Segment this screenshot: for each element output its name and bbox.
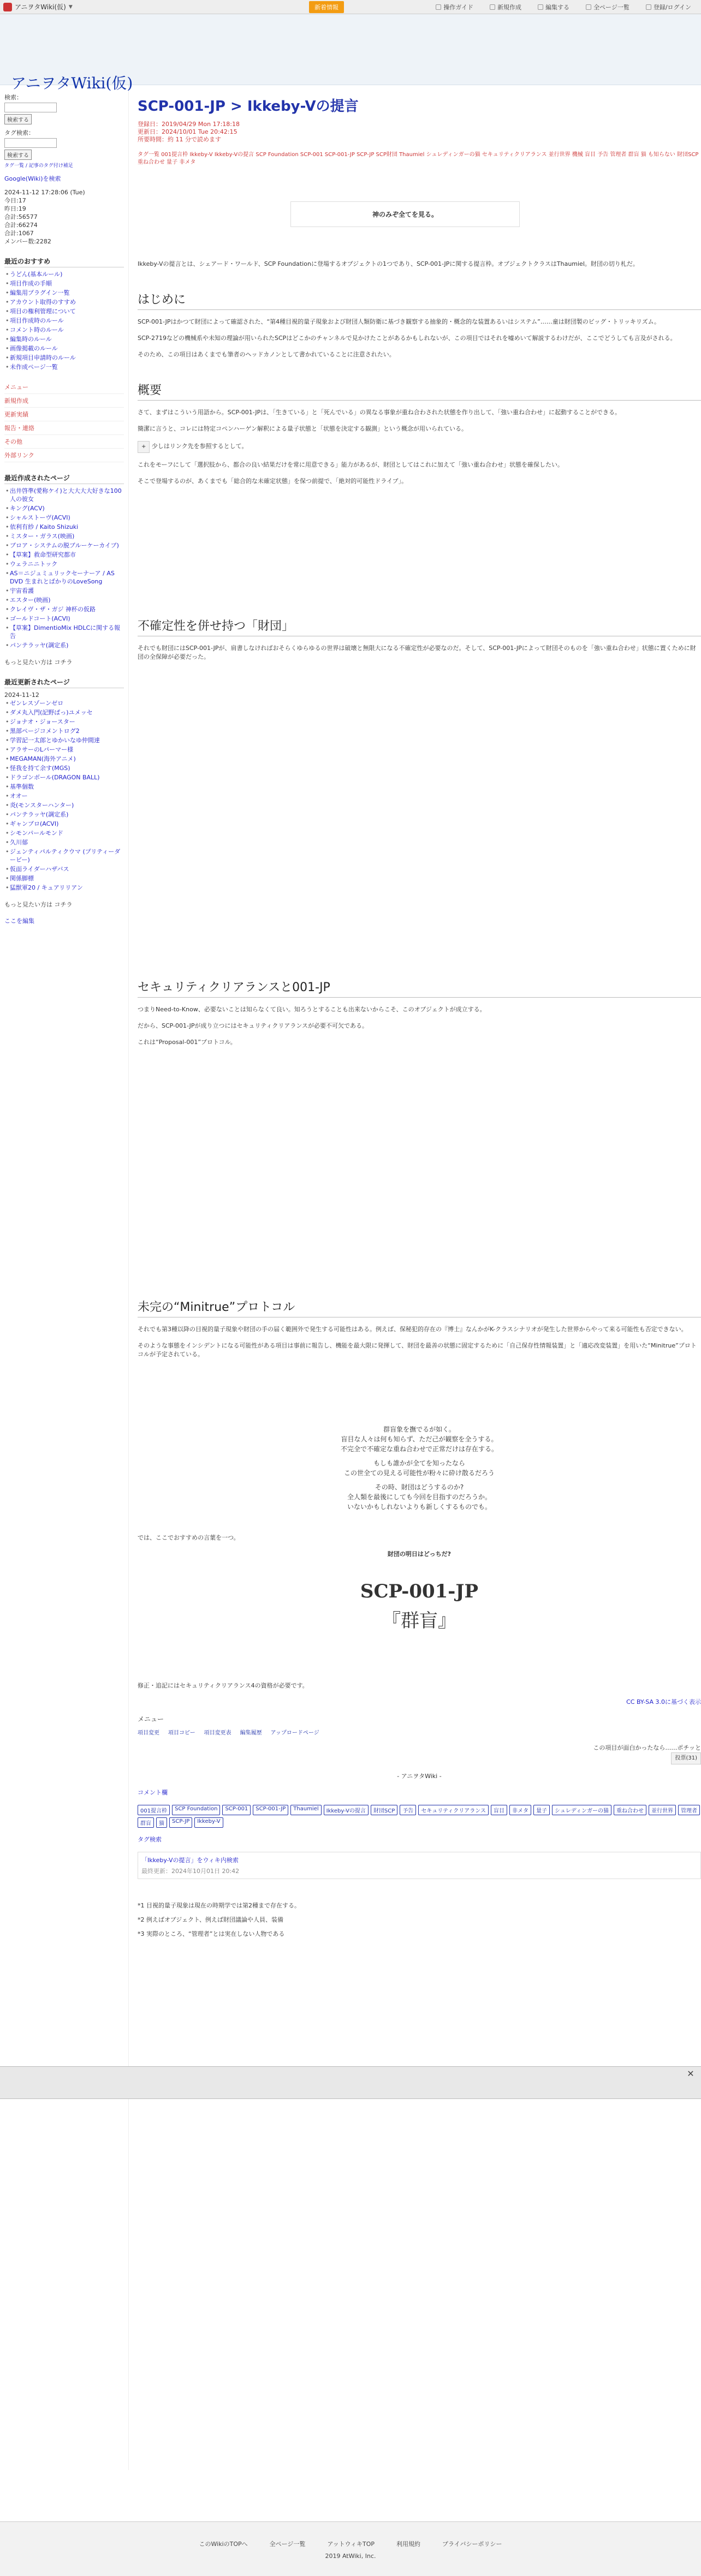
footnote: *2 例えばオブジェクト、例えば財団議論や人員、装備 [138, 1916, 284, 1923]
login-link[interactable]: 登録/ログイン [646, 3, 691, 11]
sidebar-link[interactable]: • 炎(モンスターハンター) [4, 801, 124, 810]
tag-search-input[interactable] [4, 138, 57, 148]
plus-icon [490, 4, 495, 10]
quote-block [138, 1424, 701, 1512]
sidebar-link[interactable]: • ウェラニニトック [4, 559, 124, 569]
sidebar-link[interactable]: • クレイヴ・ザ・ガジ 神杯の仮路 [4, 605, 124, 614]
tag-chip[interactable]: 重ね合わせ [614, 1805, 646, 1815]
updated-date: 更新日：2024/10/01 Tue 20:42:15 [138, 128, 237, 135]
sidebar-link[interactable]: • ジェンティパルティクウマ (プリティーダービー) [4, 847, 124, 864]
footer-link[interactable]: プライバシーポリシー [442, 2541, 502, 2548]
footer-link[interactable]: アットウィキTOP [327, 2541, 375, 2548]
tag-list [138, 1805, 701, 1828]
rating-box: 神のみぞ全てを見る。 [290, 201, 520, 227]
paragraph: それでも第3種以降の目視的量子現象や財団の手の届く範囲外で発生する可能性はある。例えば、保秘犯的存在の『博士』なんかがK-クラスシナリオが発生した世界からやって来る可能性も否定できない。 [138, 1326, 687, 1333]
paragraph: これをモーフにして「選択肢から、都合の良い結果だけを常に用意できる」能力があるが、財団としてはこれに加えて「強い重ね合わせ」状態を確保したい。 [138, 461, 564, 468]
sidebar-link[interactable]: • ゼンレスゾーンゼロ [4, 699, 124, 708]
tag-chip[interactable]: Ikkeby-V [194, 1817, 223, 1828]
sidebar-link[interactable]: • キング(ACV) [4, 504, 124, 513]
tag-chip[interactable]: 予告 [400, 1805, 416, 1815]
sidebar-link[interactable]: • コメント時のルール [4, 325, 124, 335]
sidebar-link[interactable]: • ダメ丸入門(記野ぱっ)ユメッセ [4, 708, 124, 717]
page-option[interactable]: 項目コピー [168, 1730, 195, 1736]
sidebar-link[interactable]: • 基準個数 [4, 782, 124, 791]
tag-note-link[interactable]: タグ一覧 / 記事のタグ付け補足 [4, 163, 73, 169]
section-heading: はじめに [138, 290, 701, 310]
tag-chip[interactable]: 盲目 [491, 1805, 507, 1815]
wiki-search-link[interactable]: 「Ikkeby-Vの提言」をウィキ内検索 [141, 1857, 239, 1864]
sidebar-link[interactable]: • 【草案】DimentioMix HDLCに関する報告 [4, 623, 124, 641]
paragraph: SCP-001-JPはかつて財団によって確認された、“第4種目視的量子現象および財団人類防衛に基づき観察する抽象的・概念的な装置あるいはシステム”……童は財団製のビッグ・トリッキリズム。 [138, 318, 660, 325]
sidebar-link[interactable]: • 未作成ページ一覧 [4, 362, 124, 372]
sidebar-link[interactable]: • 学習記一太郎とゆかいなゆ仲間達 [4, 736, 124, 745]
page-option[interactable]: 編集履歴 [240, 1730, 262, 1736]
menu-item[interactable]: 報告・連絡 [4, 421, 124, 435]
sidebar-link[interactable]: • 宇宙看護 [4, 586, 124, 595]
site-title[interactable]: アニヲタWiki(仮) [11, 74, 133, 92]
paragraph: そのような事態をインシデントになる可能性がある項目は事前に報告し、機能を最大限に発揮して、財団を最善の状態に固定するために「自己保存性情報装置」と「適応改変装置」を用いた“Minitrue”プロトコルが予定されている。 [138, 1342, 697, 1358]
sidebar-link[interactable]: • 項目作成の手順 [4, 279, 124, 288]
footer-link[interactable]: このWikiのTOPへ [199, 2541, 248, 2548]
quote-line: 不完全で不確定な重ね合わせで正常だけは存在する。 [340, 1445, 498, 1453]
more-link[interactable]: もっと見たい方は コチラ [4, 901, 73, 908]
quote-line: その時、財団はどうするのか? [375, 1483, 464, 1491]
tag-chip[interactable]: 管理者 [678, 1805, 700, 1815]
all-pages-link[interactable]: 全ページ一覧 [586, 3, 629, 11]
quote-line: いないかもしれないよりも新しくするものでも。 [347, 1503, 491, 1511]
stat-total: 合計:1067 [4, 230, 34, 237]
page-options-title: メニュー [138, 1715, 164, 1723]
sidebar-link[interactable]: • ジョナオ・ジョースター [4, 717, 124, 726]
menu-item[interactable]: 外部リンク [4, 449, 124, 462]
tag-chip[interactable]: SCP-001 [222, 1805, 251, 1815]
quote-line: 群盲象を撫でるが如く。 [383, 1426, 455, 1433]
sidebar-link[interactable]: • 編集用プラグイン一覧 [4, 288, 124, 297]
like-button[interactable]: 投票(31) [671, 1752, 701, 1764]
sidebar-link[interactable]: • MEGAMAN(海外アニメ) [4, 754, 124, 764]
sidebar-link[interactable]: • エスター(映画) [4, 595, 124, 605]
tag-chip[interactable]: シュレディンガーの猫 [552, 1805, 611, 1815]
toggle-label: 少しはリンク先を参照するとして。 [151, 443, 248, 450]
big-subtitle: 『群盲』 [382, 1610, 456, 1632]
footer-link[interactable]: 利用規約 [396, 2541, 421, 2548]
paragraph: つまりNeed-to-Know、必要ないことは知らなくて良い。知ろうとすることも出来ないからこそ、このオブジェクトが成立する。 [138, 1006, 486, 1013]
question-line: 財団の明日はどっちだ? [387, 1551, 452, 1558]
cookie-banner [0, 2066, 701, 2099]
footer-link[interactable]: 全ページ一覧 [269, 2541, 306, 2548]
sidebar-link[interactable]: • アカウント取得のすすめ [4, 297, 124, 307]
sidebar-link[interactable]: • ドラゴンボール(DRAGON BALL) [4, 773, 124, 782]
site-stats [4, 188, 124, 246]
menu-item[interactable]: 更新実績 [4, 408, 124, 421]
menu-item[interactable]: メニュー [4, 380, 124, 394]
wiki-link[interactable]: - アニヲタWiki - [397, 1773, 442, 1780]
sidebar-link[interactable]: • パンテラッヤ(調定系) [4, 641, 124, 650]
tag-chip[interactable]: Thaumiel [290, 1805, 321, 1815]
menu-item[interactable]: その他 [4, 435, 124, 449]
toggle-row[interactable] [138, 441, 701, 453]
sidebar-link[interactable]: • 画像掲載のルール [4, 344, 124, 353]
sidebar-link[interactable]: • 猛獣軍20 / キュアリリアン [4, 883, 124, 892]
sidebar-link[interactable]: • 項目の権利管理について [4, 307, 124, 316]
big-title: SCP-001-JP [360, 1581, 479, 1602]
guide-link[interactable]: 操作ガイド [436, 3, 473, 11]
sidebar-link[interactable]: • ブロア・システムの脱ブルーケーカイブ) [4, 541, 124, 550]
stat-total: 合計:66274 [4, 222, 38, 229]
tag-chip[interactable]: SCP-JP [169, 1817, 192, 1828]
comments-link[interactable]: コメント欄 [138, 1789, 168, 1796]
sidebar [0, 85, 129, 2470]
user-icon [646, 4, 651, 10]
paragraph: そのため、この項目はあくまでも筆者のヘッドカノンとして書かれていることに注意されたい。 [138, 351, 395, 358]
search-label: 検索： [4, 94, 22, 101]
sidebar-link[interactable]: • 出井啓準(愛称ケイ)と大大大大好きな100人の彼女 [4, 486, 124, 504]
footnote: *1 目視的量子現象は現在の時期学では第2種まで存在する。 [138, 1902, 300, 1909]
sidebar-link[interactable]: • 黒部ページコメントログ2 [4, 726, 124, 736]
edit-sidebar-link[interactable]: ここを編集 [4, 917, 34, 925]
paragraph: だから、SCP-001-JPが成り立つにはセキュリティクリアランスが必要不可欠である。 [138, 1022, 369, 1029]
read-time: 所要時間：約 11 分で読めます [138, 136, 221, 143]
tag-chip[interactable]: 非メタ [509, 1805, 531, 1815]
tag-chip[interactable]: 量子 [533, 1805, 550, 1815]
site-name: アニヲタWiki(仮) [15, 3, 66, 11]
tag-chip[interactable]: SCP-001-JP [253, 1805, 288, 1815]
sidebar-link[interactable]: • ミスター・ガラス(映画) [4, 532, 124, 541]
tag-more-link[interactable]: タグ検索 [138, 1836, 162, 1843]
section-heading: セキュリティクリアランスと001-JP [138, 978, 701, 998]
created-heading: 最近作成されたページ [4, 473, 124, 484]
tag-chip[interactable]: 群盲 [138, 1817, 154, 1828]
sidebar-link[interactable]: • 新規項目申請時のルール [4, 353, 124, 362]
site-header [0, 14, 701, 92]
stat-today: 今日:17 [4, 197, 26, 204]
site-logo-icon [3, 3, 12, 11]
news-button[interactable]: 新着情報 [309, 1, 344, 13]
last-updated: 最終更新：2024年10月01日 20:42 [141, 1868, 240, 1875]
search-input[interactable] [4, 103, 57, 112]
updated-date: 2024-11-12 [4, 691, 39, 699]
more-link[interactable]: もっと見たい方は コチラ [4, 659, 73, 666]
page-title: SCP-001-JP > Ikkeby-Vの提言 [138, 98, 359, 115]
paragraph: では、ここでおすすめの言葉を一つ。 [138, 1534, 240, 1541]
site-selector[interactable] [3, 2, 309, 11]
created-list [4, 486, 124, 650]
created-date: 登録日：2019/04/29 Mon 17:18:18 [138, 121, 240, 128]
sidebar-link[interactable]: • 編集時のルール [4, 335, 124, 344]
page-meta [138, 121, 701, 144]
top-bar [0, 0, 701, 14]
guide-icon [436, 4, 441, 10]
sidebar-link[interactable]: • 久川郁 [4, 838, 124, 847]
quote-line: もしも誰かが全てを知ったなら [373, 1459, 465, 1467]
recent-list [4, 270, 124, 372]
paragraph: これは“Proposal-001”プロトコル。 [138, 1039, 236, 1046]
main-content [129, 85, 701, 2470]
footnote: *3 実際のところ、“管理者”とは実在しない人物である [138, 1930, 285, 1937]
tag-line[interactable]: タグ一覧 001提言枠 Ikkeby-V Ikkeby-Vの提言 SCP Foundation SCP-001 SCP-001-JP SCP-JP SCP財団 Thaumiel シュレディンガーの猫 セキュリティクリアランス 並行世界 機械 盲目 予告 管理者 群盲 猫 も知らない 財団SCP 重ね合わせ 量子 非メタ [138, 152, 699, 165]
menu-item[interactable]: 新規作成 [4, 394, 124, 408]
like-question: この項目が面白かったなら……ポチッと [593, 1744, 701, 1751]
sidebar-link[interactable]: • シャルストーヴ(ACVI) [4, 513, 124, 522]
expand-icon[interactable]: + [138, 441, 150, 453]
sidebar-link[interactable]: • ギャンブロ(ACVI) [4, 819, 124, 828]
tag-chip[interactable]: 001提言枠 [138, 1805, 170, 1815]
page-option[interactable]: アップロードページ [270, 1730, 319, 1736]
new-page-link[interactable]: 新規作成 [490, 3, 521, 11]
search-button[interactable]: 検索する [4, 114, 32, 124]
paragraph: さて、まずはこういう用語から。SCP-001-JPは、「生きている」と「死んでいる」の異なる事象が重ね合わされた状態を作り出して、「強い重ね合わせ」に起動することができる。 [138, 409, 621, 416]
sidebar-link[interactable]: • 関係脚標 [4, 874, 124, 883]
sidebar-link[interactable]: • アラサーのLパーマー様 [4, 745, 124, 754]
license-link[interactable]: CC BY-SA 3.0に基づく表示 [626, 1698, 701, 1706]
share-box [138, 1852, 701, 1879]
sidebar-link[interactable]: • ゴールドコート(ACVI) [4, 614, 124, 623]
updated-heading: 最近更新されたページ [4, 677, 124, 688]
updated-list [4, 699, 124, 892]
stat-yesterday: 昨日:19 [4, 205, 26, 212]
tag-chip[interactable]: セキュリティクリアランス [418, 1805, 489, 1815]
copyright: 2019 AtWiki, Inc. [325, 2553, 376, 2560]
chevron-down-icon: ▼ [68, 4, 73, 10]
sidebar-link[interactable]: • 仮面ライダーハザバス [4, 864, 124, 874]
page-option[interactable]: 項目変更 [138, 1730, 159, 1736]
stat-date: 2024-11-12 17:28:06 (Tue) [4, 189, 85, 196]
edit-link[interactable]: 編集する [538, 3, 569, 11]
tag-search-label: タグ検索： [4, 129, 34, 136]
section-heading: 不確定性を併せ持つ「財団」 [138, 617, 701, 636]
tag-chip[interactable]: SCP Foundation [172, 1805, 220, 1815]
sidebar-link[interactable]: • オオー [4, 791, 124, 801]
section-heading: 未完の“Minitrue”プロトコル [138, 1298, 701, 1317]
post-note: 修正・追記にはセキュリティクリアランス4の資格が必要です。 [138, 1682, 308, 1689]
paragraph: SCP-2719などの機械系や未知の理論が用いられたSCPはどこかのチャンネルで見かけたことがあるかもしれないが、この項目ではそれを嘘めいて解説するわけだが、ここでどうしても言及がされる。 [138, 335, 676, 342]
stat-total: 合計:56577 [4, 213, 38, 220]
google-search-link[interactable]: Google(Wiki)を検索 [4, 175, 61, 182]
footer [0, 2521, 701, 2576]
sidebar-link[interactable]: • シモンパールモンド [4, 828, 124, 838]
sidebar-link[interactable]: • AS＝ニジュミュリックセーナーア / AS DVD 生まれとばかりのLoveSong [4, 569, 124, 586]
sidebar-link[interactable]: • 怪我を持て余す(MGS) [4, 764, 124, 773]
paragraph: そこで登場するのが、あくまでも「総合的な未確定状態」を保つ前提で、「絶対的可能性ドライブ」。 [138, 478, 408, 485]
sidebar-link[interactable]: • 依利有紗 / Kaito Shizuki [4, 522, 124, 532]
sidebar-link[interactable]: • 【草案】救命型研究都市 [4, 550, 124, 559]
top-nav [436, 3, 698, 11]
quote-line: 盲目な人々は何も知らず、ただ己が観察を全うする。 [341, 1435, 498, 1443]
section-heading: 概要 [138, 381, 701, 401]
tag-search-button[interactable]: 検索する [4, 150, 32, 160]
tag-chip[interactable]: Ikkeby-Vの提言 [324, 1805, 369, 1815]
paragraph: それでも財団にはSCP-001-JPが、肩書しなければおそらくゆらゆるの世界は破壊と無限大になる不確定性が必要なのだ。そして、SCP-001-JPによって財団そのものを「強い重ね合わせ」状態に置くために財団の全保障が必要だった。 [138, 645, 696, 660]
sidebar-link[interactable]: • パンテラッヤ(調定系) [4, 810, 124, 819]
quote-line: 全人類を最後にしても今回を目指すのだろうか。 [347, 1493, 491, 1501]
sidebar-link[interactable]: • 項目作成時のルール [4, 316, 124, 325]
stat-members: メンバー数:2282 [4, 238, 51, 245]
side-menu [4, 380, 124, 462]
pencil-icon [538, 4, 543, 10]
page-options [138, 1728, 701, 1736]
sidebar-link[interactable]: • うどん(基本ルール) [4, 270, 124, 279]
close-icon[interactable]: ✕ [687, 2068, 694, 2079]
list-icon [586, 4, 591, 10]
intro-paragraph: Ikkeby-Vの提言とは、シェアード・ワールド、SCP Foundationに登場するオブジェクトの1つであり、SCP-001-JPに関する提言枠。オブジェクトクラスはThaumiel。財団の切り札だ。 [138, 260, 639, 267]
recent-heading: 最近のおすすめ [4, 257, 124, 267]
footnotes [138, 1901, 701, 1938]
quote-line: この世全ての見える可能性が粉々に砕け散るだろう [343, 1469, 495, 1477]
tag-chip[interactable]: 猫 [156, 1817, 167, 1828]
tag-chip[interactable]: 並行世界 [649, 1805, 676, 1815]
tag-chip[interactable]: 財団SCP [371, 1805, 397, 1815]
page-option[interactable]: 項目変更表 [204, 1730, 231, 1736]
paragraph: 簡潔に言うと、コレには特定コペンハーゲン解釈による量子状態と「状態を決定する観測」という概念が用いられている。 [138, 425, 468, 432]
